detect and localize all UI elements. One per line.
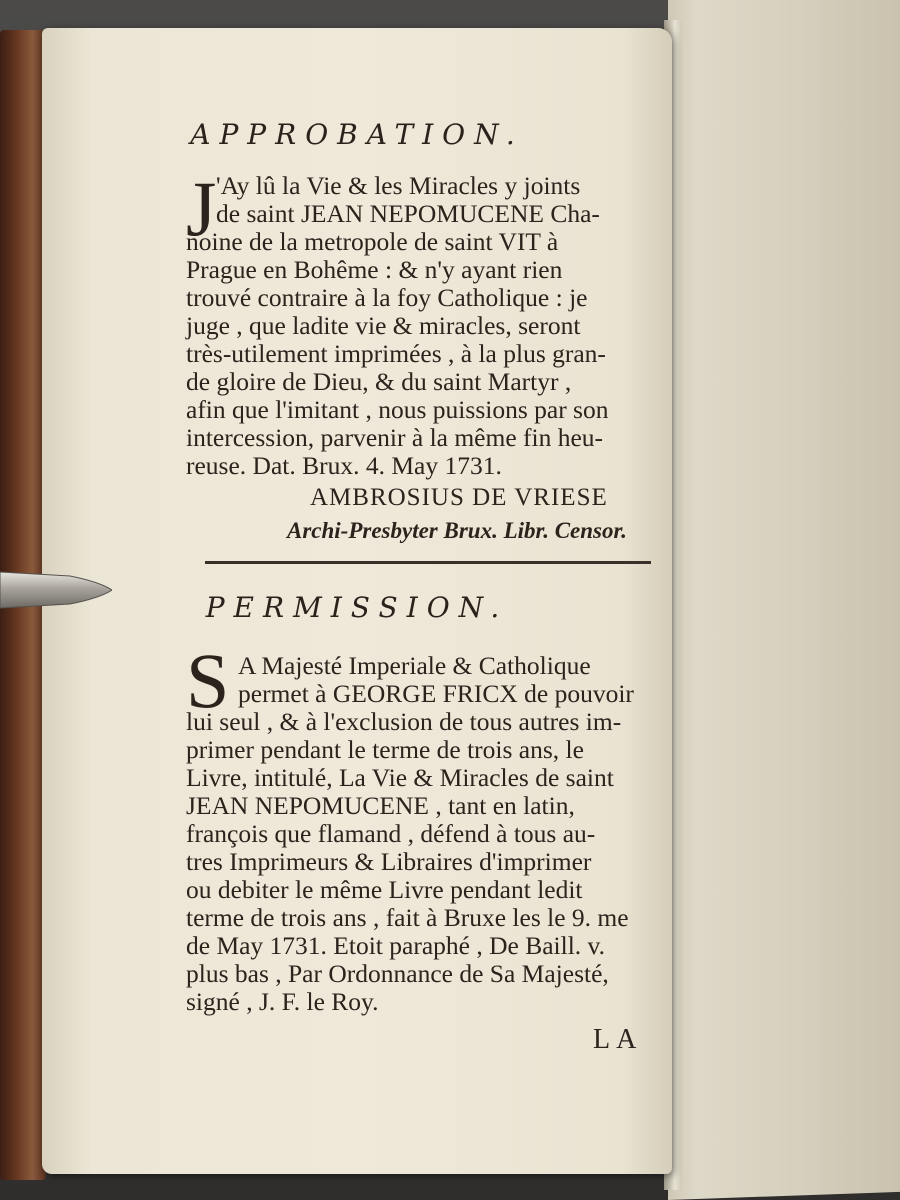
permission-line-1: A Majesté Imperiale & Catholique bbox=[238, 651, 591, 680]
approbation-line-1: 'Ay lû la Vie & les Miracles y joints bbox=[216, 171, 581, 200]
facing-page bbox=[668, 0, 900, 1200]
permission-drop-cap: S bbox=[186, 637, 230, 724]
catchword: LA bbox=[593, 1024, 643, 1055]
approbation-line-5: trouvé contraire à la foy Catholique : je bbox=[186, 283, 588, 312]
permission-line-3: lui seul , & à l'exclusion de tous autres im- bbox=[186, 707, 622, 736]
signer-name: AMBROSIUS DE VRIESE bbox=[310, 484, 608, 511]
approbation-drop-cap: J bbox=[186, 165, 217, 252]
permission-line-5: Livre, intitulé, La Vie & Miracles de saint bbox=[186, 763, 614, 792]
permission-line-13: signé , J. F. le Roy. bbox=[186, 987, 379, 1016]
approbation-line-8: de gloire de Dieu, & du saint Martyr , bbox=[186, 367, 572, 396]
approbation-heading: APPROBATION. bbox=[190, 118, 524, 151]
permission-line-10: terme de trois ans , fait à Bruxe les le 9. me bbox=[186, 903, 629, 932]
permission-line-6: JEAN NEPOMUCENE , tant en latin, bbox=[186, 791, 575, 820]
permission-line-4: primer pendant le terme de trois ans, le bbox=[186, 735, 584, 764]
approbation-line-6: juge , que ladite vie & miracles, seront bbox=[186, 311, 581, 340]
approbation-line-9: afin que l'imitant , nous puissions par son bbox=[186, 395, 609, 424]
permission-line-12: plus bas , Par Ordonnance de Sa Majesté, bbox=[186, 959, 609, 988]
approbation-line-7: très-utilement imprimées , à la plus gran- bbox=[186, 339, 606, 368]
approbation-line-10: intercession, parvenir à la même fin heu- bbox=[186, 423, 604, 452]
permission-line-7: françois que flamand , défend à tous au- bbox=[186, 819, 596, 848]
approbation-line-11: reuse. Dat. Brux. 4. May 1731. bbox=[186, 451, 502, 480]
permission-line-2: permet à GEORGE FRICX de pouvoir bbox=[238, 679, 634, 708]
book-page bbox=[42, 28, 672, 1174]
permission-line-11: de May 1731. Etoit paraphé , De Baill. v. bbox=[186, 931, 605, 960]
approbation-line-4: Prague en Bohême : & n'y ayant rien bbox=[186, 255, 563, 284]
section-divider bbox=[205, 561, 651, 564]
approbation-line-3: noine de la metropole de saint VIT à bbox=[186, 227, 559, 256]
bookmark-blade bbox=[0, 568, 112, 610]
approbation-line-2: de saint JEAN NEPOMUCENE Cha- bbox=[216, 199, 600, 228]
permission-line-9: ou debiter le même Livre pendant ledit bbox=[186, 875, 583, 904]
signer-title: Archi-Presbyter Brux. Libr. Censor. bbox=[287, 518, 627, 543]
permission-heading: PERMISSION. bbox=[205, 591, 509, 624]
permission-line-8: tres Imprimeurs & Libraires d'imprimer bbox=[186, 847, 592, 876]
